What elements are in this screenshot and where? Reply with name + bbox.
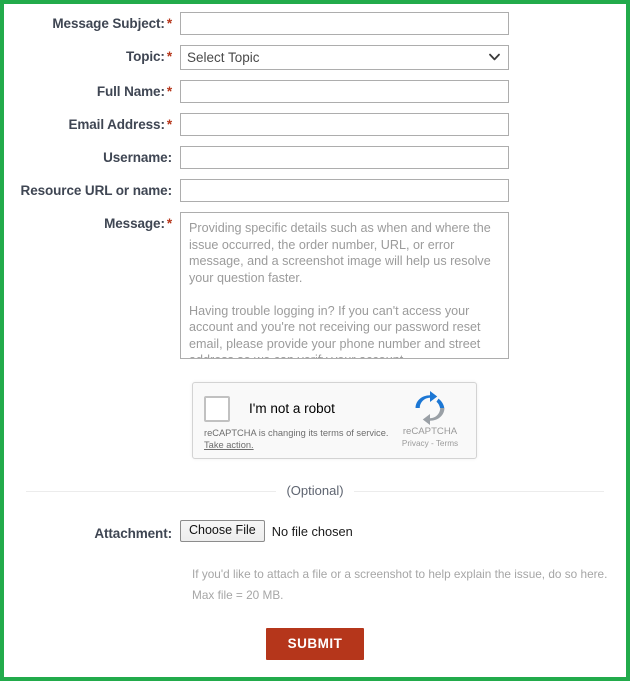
optional-divider [26, 481, 604, 501]
control-cell [180, 146, 626, 169]
recaptcha-logo-block [393, 391, 467, 449]
resource-url-input[interactable] [180, 179, 509, 202]
required-asterisk: * [166, 49, 172, 64]
message-textarea[interactable] [180, 212, 509, 359]
field-row-topic [4, 45, 626, 70]
file-name-status: No file chosen [271, 523, 353, 539]
label-text: Message Subject: [52, 16, 165, 31]
label-text: Full Name: [96, 84, 165, 99]
label-message [4, 212, 180, 231]
control-cell [180, 80, 626, 103]
field-row-full-name [4, 80, 626, 103]
field-row-email-address [4, 113, 626, 136]
label-text: Attachment: [94, 525, 172, 541]
recaptcha-checkbox[interactable] [204, 396, 230, 422]
recaptcha-widget[interactable] [192, 382, 477, 459]
field-row-attachment [4, 520, 626, 542]
message-subject-input[interactable] [180, 12, 509, 35]
recaptcha-checkbox-area[interactable] [193, 383, 335, 422]
control-cell [180, 45, 626, 70]
choose-file-button[interactable]: Choose File [180, 520, 265, 542]
submit-row [4, 628, 626, 660]
field-row-message-subject [4, 12, 626, 35]
field-row-message [4, 212, 626, 364]
label-text: Resource URL or name: [20, 183, 172, 198]
file-input-control[interactable] [180, 520, 626, 542]
control-cell [180, 113, 626, 136]
label-resource-url [4, 179, 180, 198]
recaptcha-row [4, 382, 626, 459]
control-cell [180, 12, 626, 35]
label-full-name [4, 80, 180, 99]
label-text: Topic: [125, 49, 165, 64]
required-asterisk: * [166, 16, 172, 31]
submit-button[interactable]: SUBMIT [266, 628, 365, 660]
help-line-2: Max file = 20 MB. [192, 588, 284, 602]
control-cell [180, 520, 626, 542]
field-row-resource-url [4, 179, 626, 202]
required-asterisk: * [166, 84, 172, 99]
help-line-1: If you'd like to attach a file or a screenshot to help explain the issue, do so here. [192, 567, 608, 581]
label-message-subject [4, 12, 180, 31]
required-asterisk: * [166, 216, 172, 231]
control-cell [180, 212, 626, 364]
recaptcha-notice [204, 428, 388, 451]
support-form [4, 4, 626, 660]
attachment-help-text [192, 564, 626, 606]
username-input[interactable] [180, 146, 509, 169]
topic-select[interactable] [180, 45, 509, 70]
recaptcha-privacy-terms[interactable]: Privacy - Terms [401, 439, 459, 448]
label-text: Email Address: [68, 117, 165, 132]
label-topic [4, 45, 180, 64]
label-email-address [4, 113, 180, 132]
label-attachment [4, 522, 180, 541]
field-row-username [4, 146, 626, 169]
recaptcha-notice-text: reCAPTCHA is changing its terms of service. [204, 428, 389, 438]
recaptcha-brand-label: reCAPTCHA [402, 426, 458, 437]
required-asterisk: * [166, 117, 172, 132]
email-address-input[interactable] [180, 113, 509, 136]
label-text: Message: [104, 216, 165, 231]
spacer [4, 382, 192, 459]
label-username [4, 146, 180, 165]
full-name-input[interactable] [180, 80, 509, 103]
recaptcha-logo-icon [393, 391, 467, 425]
optional-label: (Optional) [276, 483, 353, 498]
recaptcha-take-action-link[interactable]: Take action. [204, 439, 254, 450]
recaptcha-checkbox-label: I'm not a robot [249, 401, 335, 416]
control-cell [180, 179, 626, 202]
label-text: Username: [103, 150, 172, 165]
topic-select-wrapper [180, 45, 509, 70]
